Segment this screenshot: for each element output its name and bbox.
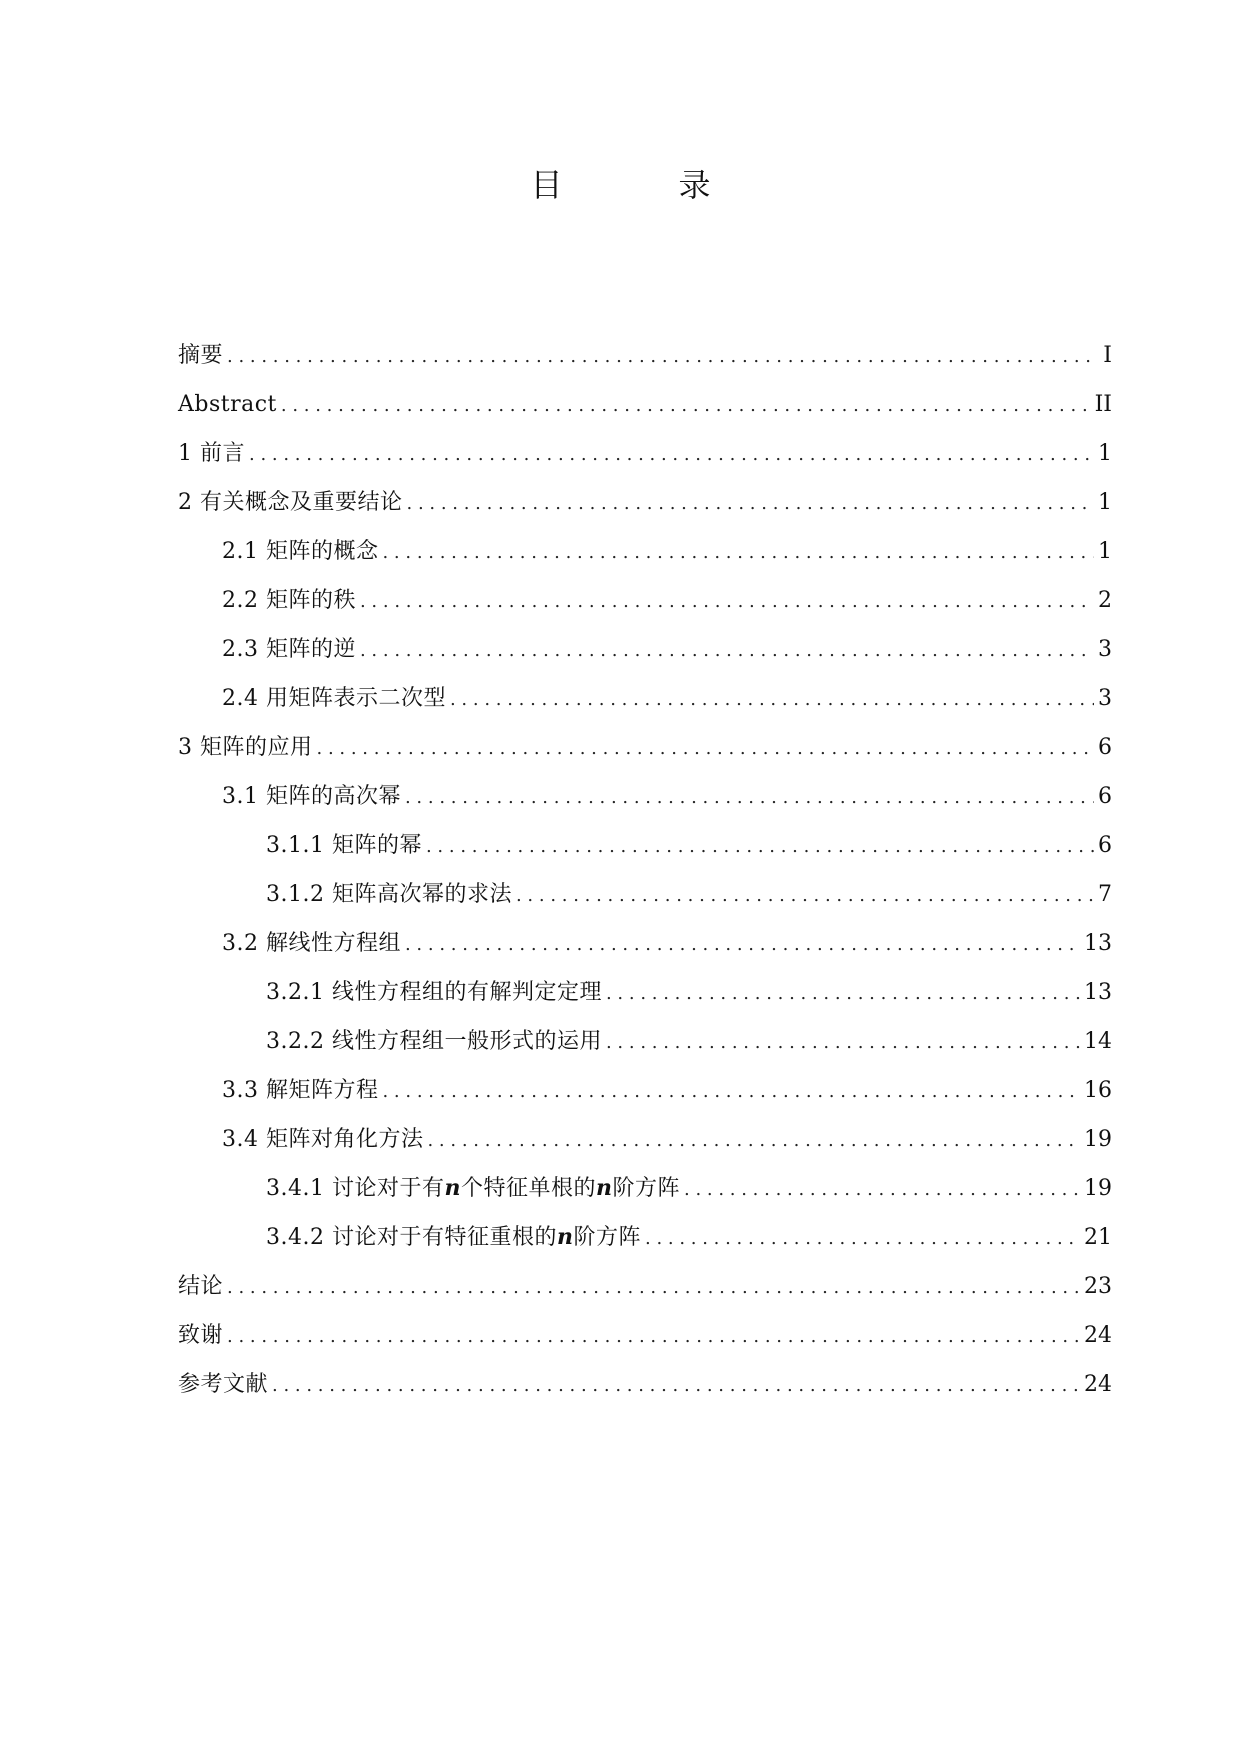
toc-entry-page: 21 bbox=[1084, 1225, 1112, 1250]
toc-entry-3-1-2[interactable] bbox=[178, 870, 1112, 919]
toc-entry-3-3[interactable] bbox=[178, 1066, 1112, 1115]
dot-leader bbox=[427, 1116, 1080, 1165]
dot-leader bbox=[272, 1361, 1080, 1410]
toc-entry-label: 参考文献 bbox=[178, 1372, 269, 1397]
toc-entry-label: 3.4.2 讨论对于有特征重根的n阶方阵 bbox=[266, 1224, 641, 1250]
toc-entry-page: 6 bbox=[1098, 833, 1112, 858]
toc-entry-page: 1 bbox=[1098, 490, 1112, 515]
toc-entry-page: 13 bbox=[1084, 980, 1112, 1005]
toc-entry-3-4-1[interactable] bbox=[178, 1164, 1112, 1213]
dot-leader bbox=[516, 871, 1094, 920]
toc-entry-label: 3.3 解矩阵方程 bbox=[222, 1078, 379, 1103]
page-title-char-1: 目 bbox=[530, 166, 563, 204]
toc-entry-3-2-1[interactable] bbox=[178, 968, 1112, 1017]
dot-leader bbox=[684, 1165, 1080, 1214]
toc-entry-page: 1 bbox=[1098, 539, 1112, 564]
toc-entry-page: 1 bbox=[1098, 441, 1112, 466]
toc-entry-page: II bbox=[1094, 392, 1112, 417]
page-title-char-2: 录 bbox=[678, 166, 711, 204]
toc-entry-label: 摘要 bbox=[178, 343, 224, 368]
toc-entry-label: 3.1.1 矩阵的幂 bbox=[266, 833, 422, 858]
toc-entry-label: 1 前言 bbox=[178, 441, 245, 466]
toc-entry-label: 3.2.2 线性方程组一般形式的运用 bbox=[266, 1029, 602, 1054]
toc-entry-label: 致谢 bbox=[178, 1323, 224, 1348]
toc-entry-page: 19 bbox=[1084, 1127, 1112, 1152]
toc-entry-2-4[interactable] bbox=[178, 674, 1112, 723]
toc-entry-3-2-2[interactable] bbox=[178, 1017, 1112, 1066]
dot-leader bbox=[227, 1263, 1080, 1312]
toc-entry-label: 2.3 矩阵的逆 bbox=[222, 637, 356, 662]
toc-entry-page: 14 bbox=[1084, 1029, 1112, 1054]
toc-entry-3-1-1[interactable] bbox=[178, 821, 1112, 870]
toc-entry-3-1[interactable] bbox=[178, 772, 1112, 821]
toc-entry-label: 结论 bbox=[178, 1274, 224, 1299]
dot-leader bbox=[317, 724, 1095, 773]
toc-entry-label: 3.1 矩阵的高次幂 bbox=[222, 784, 401, 809]
dot-leader bbox=[606, 1018, 1080, 1067]
toc-entry-page: 2 bbox=[1098, 588, 1112, 613]
dot-leader bbox=[360, 626, 1094, 675]
toc-entry-page: 6 bbox=[1098, 735, 1112, 760]
toc-entry-abstract-en[interactable] bbox=[178, 380, 1112, 429]
toc-entry-page: 3 bbox=[1098, 686, 1112, 711]
toc-entry-label: 3.2.1 线性方程组的有解判定定理 bbox=[266, 980, 602, 1005]
dot-leader bbox=[249, 430, 1094, 479]
dot-leader bbox=[382, 528, 1094, 577]
toc-entry-2[interactable] bbox=[178, 478, 1112, 527]
toc-entry-page: 7 bbox=[1098, 882, 1112, 907]
toc-entry-label: 3.1.2 矩阵高次幂的求法 bbox=[266, 882, 512, 907]
page-title bbox=[0, 160, 1241, 210]
toc-entry-label: 2 有关概念及重要结论 bbox=[178, 490, 403, 515]
toc-entry-conclusion[interactable] bbox=[178, 1262, 1112, 1311]
table-of-contents bbox=[178, 331, 1112, 1409]
dot-leader bbox=[405, 773, 1094, 822]
toc-entry-acknowledgements[interactable] bbox=[178, 1311, 1112, 1360]
toc-entry-2-2[interactable] bbox=[178, 576, 1112, 625]
toc-entry-3-4[interactable] bbox=[178, 1115, 1112, 1164]
toc-entry-1[interactable] bbox=[178, 429, 1112, 478]
toc-entry-3-4-2[interactable] bbox=[178, 1213, 1112, 1262]
dot-leader bbox=[426, 822, 1094, 871]
dot-leader bbox=[281, 381, 1091, 430]
toc-entry-label: Abstract bbox=[178, 392, 277, 417]
toc-entry-page: 6 bbox=[1098, 784, 1112, 809]
dot-leader bbox=[227, 1312, 1080, 1361]
toc-entry-page: 19 bbox=[1084, 1176, 1112, 1201]
dot-leader bbox=[450, 675, 1094, 724]
toc-entry-page: 24 bbox=[1084, 1323, 1112, 1348]
toc-entry-label: 2.4 用矩阵表示二次型 bbox=[222, 686, 446, 711]
toc-entry-2-1[interactable] bbox=[178, 527, 1112, 576]
toc-entry-3-2[interactable] bbox=[178, 919, 1112, 968]
toc-entry-page: 16 bbox=[1084, 1078, 1112, 1103]
toc-entry-page: 23 bbox=[1084, 1274, 1112, 1299]
dot-leader bbox=[382, 1067, 1080, 1116]
toc-entry-references[interactable] bbox=[178, 1360, 1112, 1409]
toc-entry-2-3[interactable] bbox=[178, 625, 1112, 674]
toc-entry-page: 24 bbox=[1084, 1372, 1112, 1397]
toc-entry-label: 3 矩阵的应用 bbox=[178, 735, 313, 760]
toc-entry-label: 2.2 矩阵的秩 bbox=[222, 588, 356, 613]
toc-entry-page: 3 bbox=[1098, 637, 1112, 662]
toc-entry-label: 3.4.1 讨论对于有n个特征单根的n阶方阵 bbox=[266, 1175, 681, 1201]
toc-entry-label: 3.2 解线性方程组 bbox=[222, 931, 401, 956]
toc-entry-abstract-zh[interactable] bbox=[178, 331, 1112, 380]
toc-entry-page: I bbox=[1103, 343, 1112, 368]
dot-leader bbox=[227, 332, 1096, 381]
dot-leader bbox=[407, 479, 1095, 528]
toc-entry-page: 13 bbox=[1084, 931, 1112, 956]
toc-entry-label: 3.4 矩阵对角化方法 bbox=[222, 1127, 424, 1152]
dot-leader bbox=[606, 969, 1080, 1018]
dot-leader bbox=[360, 577, 1094, 626]
dot-leader bbox=[645, 1214, 1080, 1263]
toc-entry-3[interactable] bbox=[178, 723, 1112, 772]
dot-leader bbox=[405, 920, 1080, 969]
toc-entry-label: 2.1 矩阵的概念 bbox=[222, 539, 379, 564]
